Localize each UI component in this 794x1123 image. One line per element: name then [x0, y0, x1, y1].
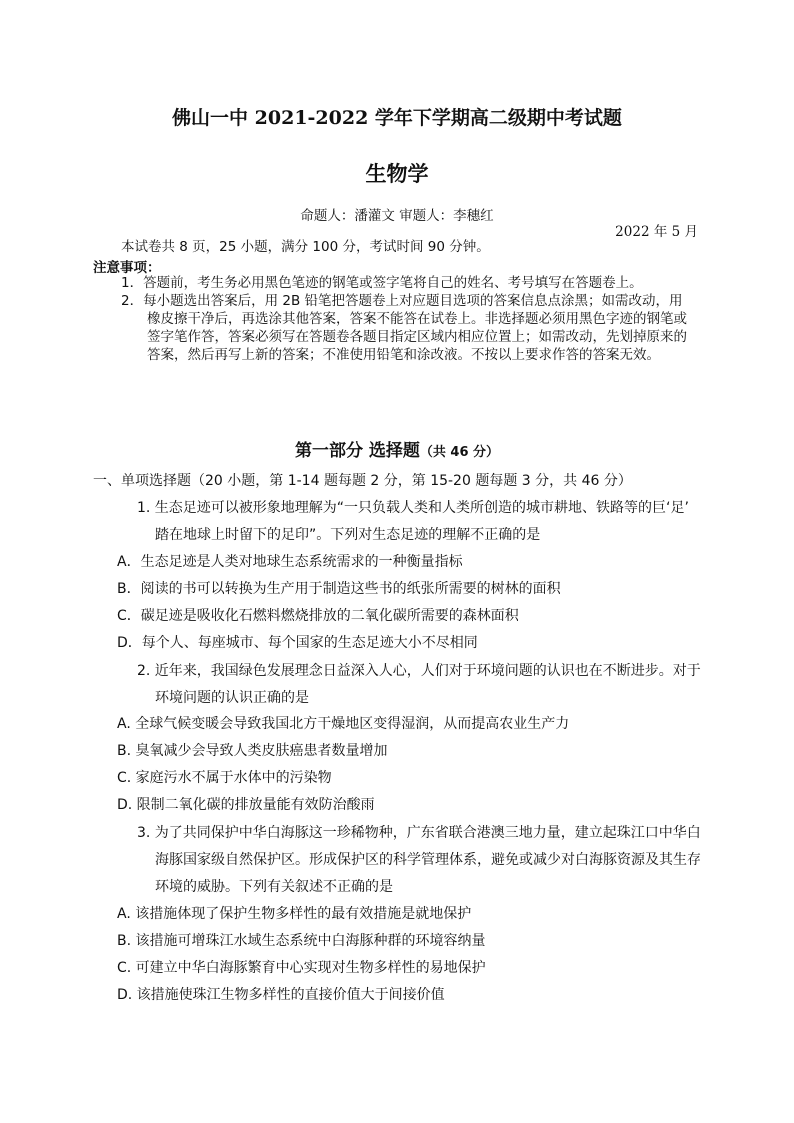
note-item-2-line-2: 橡皮擦干净后，再选涂其他答案，答案不能答在试卷上。非选择题必须用黑色字迹的钢笔或: [147, 311, 687, 327]
author-line: 命题人：潘灌文 审题人：李穗红: [300, 208, 494, 224]
notes-title: 注意事项：: [93, 260, 161, 276]
question-3-option-a: A. 该措施体现了保护生物多样性的最有效措施是就地保护: [117, 906, 472, 922]
question-2-option-c: C. 家庭污水不属于水体中的污染物: [117, 770, 332, 786]
question-3-stem-line-3: 环境的威胁。下列有关叙述不正确的是: [155, 879, 393, 895]
question-1-option-a: A．生态足迹是人类对地球生态系统需求的一种衡量指标: [117, 554, 463, 570]
question-1-option-c: C．碳足迹是吸收化石燃料燃烧排放的二氧化碳所需要的森林面积: [117, 608, 519, 624]
question-1-option-d: D．每个人、每座城市、每个国家的生态足迹大小不尽相同: [117, 635, 478, 651]
question-3-stem-line-1: 3. 为了共同保护中华白海豚这一珍稀物种，广东省联合港澳三地力量，建立起珠江口中华白: [137, 825, 701, 841]
question-2-stem-line-2: 环境问题的认识正确的是: [155, 690, 309, 706]
note-item-2-line-3: 签字笔作答，答案必须写在答题卷各题目指定区域内相应位置上；如需改动，先划掉原来的: [147, 329, 687, 345]
note-item-2-line-4: 答案，然后再写上新的答案；不准使用铅笔和涂改液。不按以上要求作答的答案无效。: [147, 347, 660, 363]
exam-date: 2022 年 5 月: [615, 224, 698, 240]
question-1-stem-line-1: 1. 生态足迹可以被形象地理解为“一只负载人类和人类所创造的城市耕地、铁路等的巨‘足’: [137, 500, 689, 516]
question-2-option-b: B. 臭氧减少会导致人类皮肤癌患者数量增加: [117, 743, 388, 759]
note-item-1: 1．答题前，考生务必用黑色笔迹的钢笔或签字笔将自己的姓名、考号填写在答题卷上。: [121, 275, 643, 291]
intro-line: 本试卷共 8 页，25 小题，满分 100 分，考试时间 90 分钟。: [121, 239, 490, 255]
section-heading: 一、单项选择题（20 小题，第 1-14 题每题 2 分，第 15-20 题每题 3 分，共 46 分）: [93, 473, 632, 489]
question-2-stem-line-1: 2. 近年来，我国绿色发展理念日益深入人心，人们对于环境问题的认识也在不断进步。对于: [137, 663, 701, 679]
exam-title: 佛山一中 2021-2022 学年下学期高二级期中考试题: [172, 107, 622, 129]
question-3-option-d: D. 该措施使珠江生物多样性的直接价值大于间接价值: [117, 987, 445, 1003]
question-1-stem-line-2: 踏在地球上时留下的足印”。下列对生态足迹的理解不正确的是: [155, 527, 541, 543]
question-3-option-b: B. 该措施可增珠江水域生态系统中白海豚种群的环境容纳量: [117, 933, 486, 949]
question-1-option-b: B．阅读的书可以转换为生产用于制造这些书的纸张所需要的树林的面积: [117, 581, 561, 597]
part-title: 第一部分 选择题: [294, 441, 420, 461]
question-3-option-c: C. 可建立中华白海豚繁育中心实现对生物多样性的易地保护: [117, 960, 486, 976]
part-subtitle: （共 46 分）: [419, 445, 500, 460]
part-heading: [0, 436, 794, 461]
question-2-option-d: D. 限制二氧化碳的排放量能有效防治酸雨: [117, 797, 375, 813]
question-2-option-a: A. 全球气候变暖会导致我国北方干燥地区变得湿润，从而提高农业生产力: [117, 716, 570, 732]
subject-title: 生物学: [365, 162, 429, 186]
note-item-2-line-1: 2．每小题选出答案后，用 2B 铅笔把答题卷上对应题目选项的答案信息点涂黑；如需改动，用: [121, 293, 683, 309]
question-3-stem-line-2: 海豚国家级自然保护区。形成保护区的科学管理体系，避免或减少对白海豚资源及其生存: [155, 852, 701, 868]
